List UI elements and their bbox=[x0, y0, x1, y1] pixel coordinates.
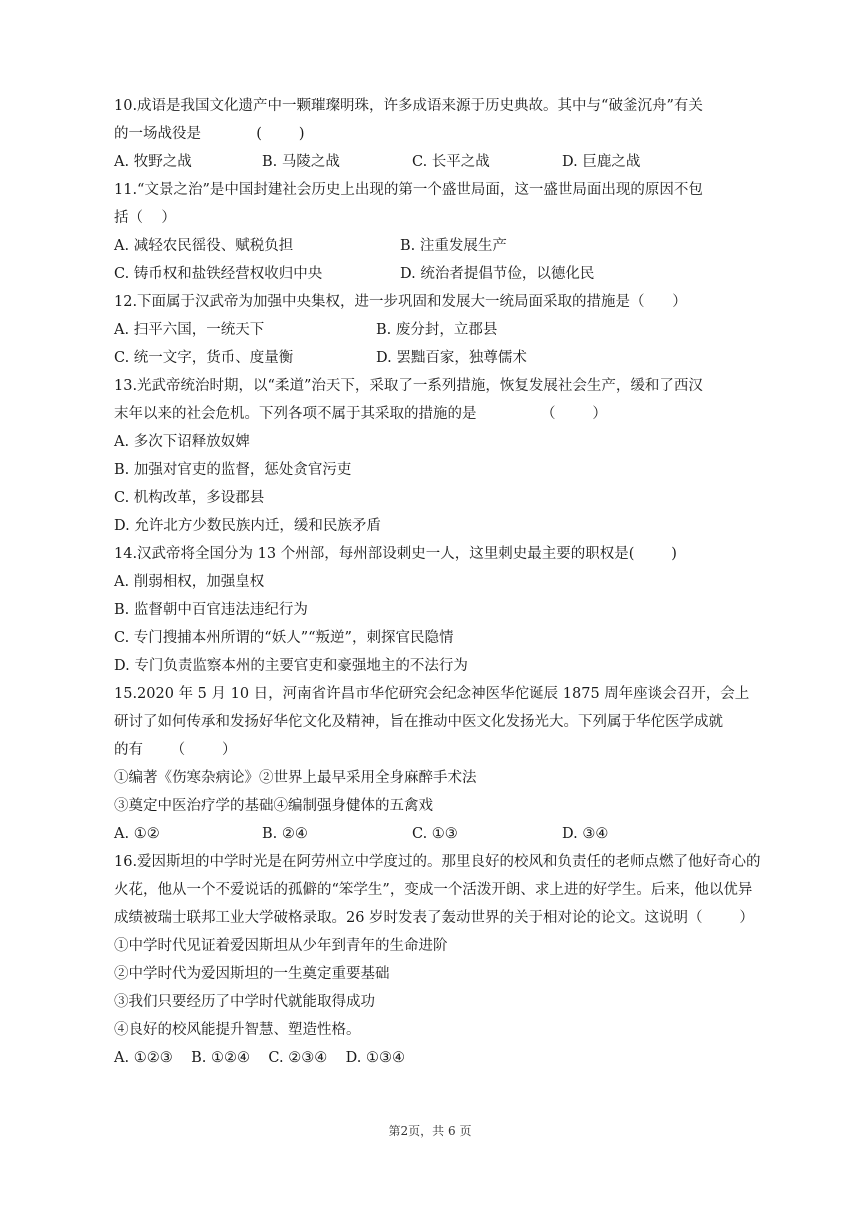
q15-stem-line-2: 研讨了如何传承和发扬好华佗文化及精神，旨在推动中医文化发扬光大。下列属于华佗医学成就 bbox=[114, 714, 723, 730]
q14-option-d: D. 专门负责监察本州的主要官吏和豪强地主的不法行为 bbox=[114, 658, 468, 674]
q16-statement-2: ②中学时代为爱因斯坦的一生奠定重要基础 bbox=[114, 966, 390, 982]
q11-option-b: B. 注重发展生产 bbox=[400, 238, 507, 254]
q13-option-b: B. 加强对官吏的监督，惩处贪官污吏 bbox=[114, 462, 352, 478]
q13-stem-line-1: 13.光武帝统治时期，以“柔道”治天下，采取了一系列措施，恢复发展社会生产，缓和了西汉 bbox=[114, 378, 703, 394]
q16-stem-line-1: 16.爱因斯坦的中学时光是在阿劳州立中学度过的。那里良好的校风和负责任的老师点燃了他好奇心的 bbox=[114, 854, 761, 870]
q13-option-a: A. 多次下诏释放奴婢 bbox=[114, 434, 250, 450]
q10-option-d: D. 巨鹿之战 bbox=[562, 154, 641, 170]
q13-option-c: C. 机构改革，多设郡县 bbox=[114, 490, 265, 506]
q15-option-a: A. ①② bbox=[114, 826, 160, 842]
q15-statement-line-1: ①编著《伤寒杂病论》②世界上最早采用全身麻醉手术法 bbox=[114, 770, 477, 786]
q15-statement-line-2: ③奠定中医治疗学的基础④编制强身健体的五禽戏 bbox=[114, 798, 433, 814]
page-number-footer: 第2页，共 6 页 bbox=[388, 1124, 472, 1138]
q11-option-c: C. 铸币权和盐铁经营权收归中央 bbox=[114, 266, 323, 282]
q15-option-b: B. ②④ bbox=[262, 826, 308, 842]
q16-stem-line-3: 成绩被瑞士联邦工业大学破格录取。26 岁时发表了轰动世界的关于相对论的论文。这说明（ ） bbox=[114, 910, 754, 926]
q13-option-d: D. 允许北方少数民族内迁，缓和民族矛盾 bbox=[114, 518, 381, 534]
q14-option-c: C. 专门搜捕本州所谓的“妖人”“叛逆”，刺探官民隐情 bbox=[114, 630, 454, 646]
q15-option-d: D. ③④ bbox=[562, 826, 609, 842]
q14-option-b: B. 监督朝中百官违法违纪行为 bbox=[114, 602, 308, 618]
q10-stem-line-2: 的一场战役是 ( ) bbox=[114, 126, 305, 142]
q10-option-a: A. 牧野之战 bbox=[114, 154, 192, 170]
q12-option-d: D. 罢黜百家，独尊儒术 bbox=[376, 350, 527, 366]
q10-option-c: C. 长平之战 bbox=[412, 154, 490, 170]
q10-option-b: B. 马陵之战 bbox=[262, 154, 340, 170]
q15-stem-line-3: 的有 （ ） bbox=[114, 742, 237, 758]
q16-statement-1: ①中学时代见证着爱因斯坦从少年到青年的生命进阶 bbox=[114, 938, 448, 954]
q13-stem-line-2: 末年以来的社会危机。下列各项不属于其采取的措施的是 （ ） bbox=[114, 406, 607, 422]
q15-stem-line-1: 15.2020 年 5 月 10 日，河南省许昌市华佗研究会纪念神医华佗诞辰 1875 周年座谈会召开，会上 bbox=[114, 686, 750, 702]
q12-option-b: B. 废分封，立郡县 bbox=[376, 322, 498, 338]
q16-statement-4: ④良好的校风能提升智慧、塑造性格。 bbox=[114, 1022, 361, 1038]
q16-statement-3: ③我们只要经历了中学时代就能取得成功 bbox=[114, 994, 375, 1010]
q11-stem-line-2: 括（ ） bbox=[114, 210, 176, 226]
q16-options: A. ①②③ B. ①②④ C. ②③④ D. ①③④ bbox=[114, 1050, 405, 1066]
q12-option-c: C. 统一文字，货币、度量衡 bbox=[114, 350, 294, 366]
q15-option-c: C. ①③ bbox=[412, 826, 458, 842]
q16-stem-line-2: 火花，他从一个不爱说话的孤僻的“笨学生”，变成一个活泼开朗、求上进的好学生。后来，他以优异 bbox=[114, 882, 753, 898]
q12-option-a: A. 扫平六国，一统天下 bbox=[114, 322, 265, 338]
q14-stem-line-1: 14.汉武帝将全国分为 13 个州部，每州部设刺史一人，这里刺史最主要的职权是( ) bbox=[114, 546, 677, 562]
q12-stem-line-1: 12.下面属于汉武帝为加强中央集权，进一步巩固和发展大一统局面采取的措施是（ ） bbox=[114, 294, 687, 310]
q14-option-a: A. 削弱相权，加强皇权 bbox=[114, 574, 265, 590]
q11-option-d: D. 统治者提倡节俭，以德化民 bbox=[400, 266, 595, 282]
q10-stem-line-1: 10.成语是我国文化遗产中一颗璀璨明珠，许多成语来源于历史典故。其中与“破釜沉舟”有关 bbox=[114, 98, 703, 114]
q11-option-a: A. 减轻农民徭役、赋税负担 bbox=[114, 238, 294, 254]
q11-stem-line-1: 11.“文景之治”是中国封建社会历史上出现的第一个盛世局面，这一盛世局面出现的原因不包 bbox=[114, 182, 703, 198]
